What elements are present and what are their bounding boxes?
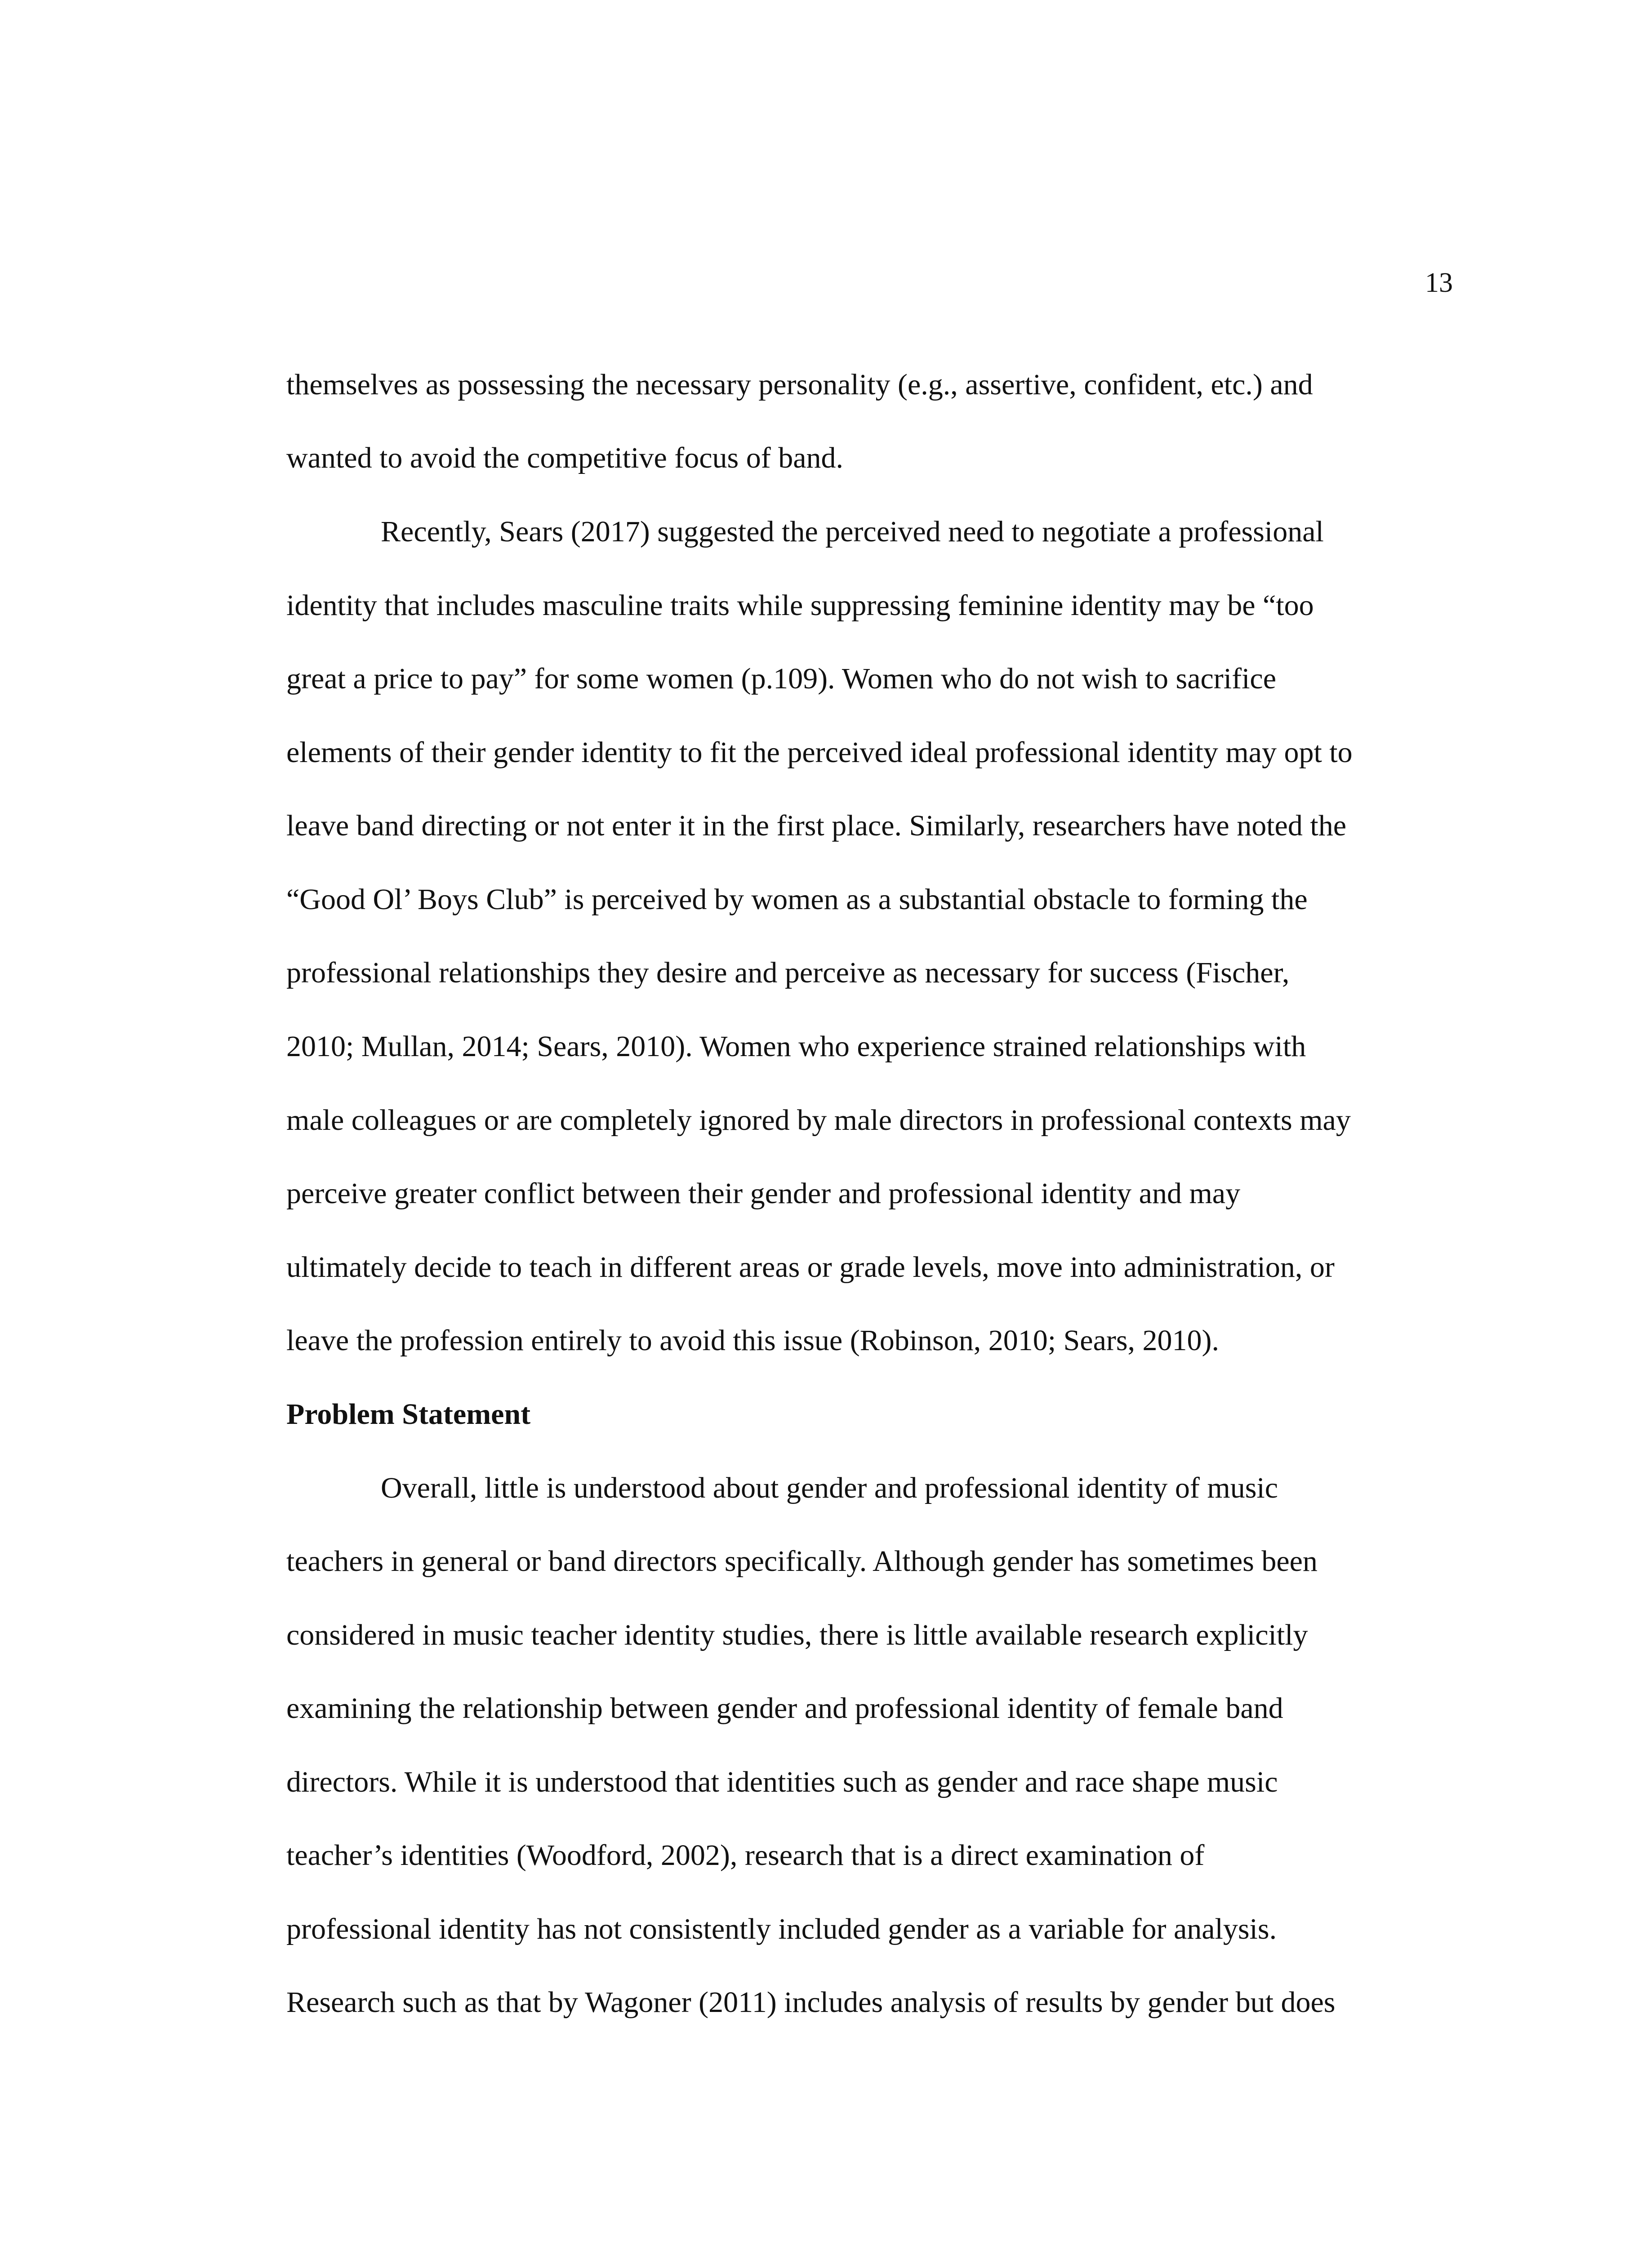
paragraph-3-line-2: teachers in general or band directors specifically. Although gender has sometimes been	[286, 1545, 1318, 1578]
paragraph-1-line-2: wanted to avoid the competitive focus of band.	[286, 442, 843, 474]
paragraph-3-line-3: considered in music teacher identity studies, there is little available research explicitly	[286, 1619, 1308, 1651]
paragraph-3-line-5: directors. While it is understood that identities such as gender and race shape music	[286, 1766, 1278, 1798]
paragraph-2-line-2: identity that includes masculine traits while suppressing feminine identity may be “too	[286, 589, 1314, 622]
paragraph-2-line-6: “Good Ol’ Boys Club” is perceived by women as a substantial obstacle to forming the	[286, 883, 1308, 916]
paragraph-2-line-10: perceive greater conflict between their gender and professional identity and may	[286, 1177, 1241, 1210]
paragraph-2-line-4: elements of their gender identity to fit the perceived ideal professional identity may opt to	[286, 736, 1353, 769]
section-heading: Problem Statement	[286, 1398, 531, 1431]
paragraph-3-line-8: Research such as that by Wagoner (2011) includes analysis of results by gender but does	[286, 1986, 1336, 2019]
paragraph-3-line-6: teacher’s identities (Woodford, 2002), research that is a direct examination of	[286, 1839, 1205, 1872]
paragraph-2-line-7: professional relationships they desire and perceive as necessary for success (Fischer,	[286, 956, 1290, 989]
paragraph-3-line-7: professional identity has not consistently included gender as a variable for analysis.	[286, 1913, 1277, 1945]
page-number: 13	[1425, 268, 1453, 298]
paragraph-3-line-1: Overall, little is understood about gender and professional identity of music	[381, 1472, 1278, 1504]
paragraph-1-line-1: themselves as possessing the necessary personality (e.g., assertive, confident, etc.) and	[286, 368, 1313, 401]
paragraph-2-line-3: great a price to pay” for some women (p.109). Women who do not wish to sacrifice	[286, 662, 1277, 695]
paragraph-2-line-1: Recently, Sears (2017) suggested the perceived need to negotiate a professional	[381, 515, 1324, 548]
paragraph-2-line-8: 2010; Mullan, 2014; Sears, 2010). Women who experience strained relationships with	[286, 1030, 1306, 1063]
paragraph-2-line-12: leave the profession entirely to avoid this issue (Robinson, 2010; Sears, 2010).	[286, 1324, 1220, 1357]
paragraph-3-line-4: examining the relationship between gender and professional identity of female band	[286, 1692, 1283, 1725]
paragraph-2-line-9: male colleagues or are completely ignored by male directors in professional contexts may	[286, 1104, 1351, 1137]
paragraph-2-line-11: ultimately decide to teach in different areas or grade levels, move into administration, or	[286, 1251, 1335, 1284]
paragraph-2-line-5: leave band directing or not enter it in the first place. Similarly, researchers have noted the	[286, 809, 1346, 842]
